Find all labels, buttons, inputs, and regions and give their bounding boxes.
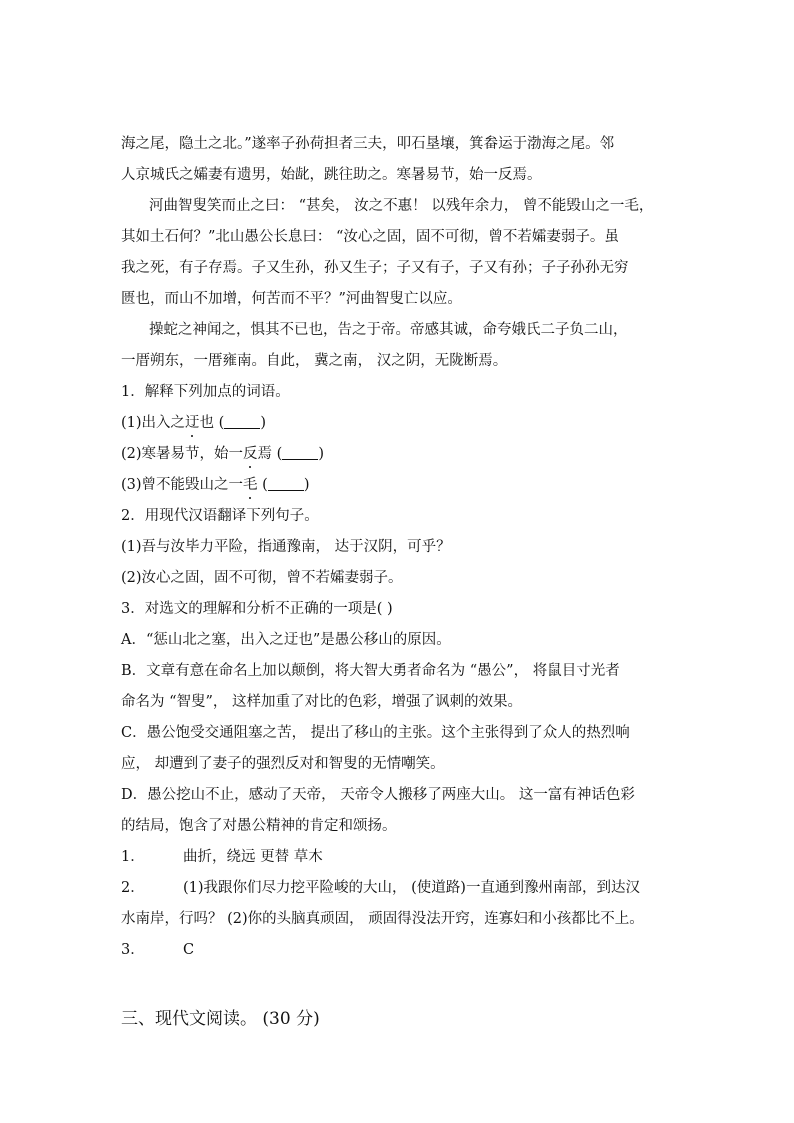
answer-3 xyxy=(121,940,194,960)
question-2-stem: 2．用现代汉语翻译下列句子。 xyxy=(121,508,319,524)
answer-number: 1． xyxy=(121,849,145,865)
answer-2-line-2: 水南岸，行吗？ (2)你的头脑真顽固， 顽固得没法开窍，连寡妇和小孩都比不上。 xyxy=(121,911,644,927)
option-d-line-1: D．愚公挖山不止，感动了天帝， 天帝令人搬移了两座大山。 这一富有神话色彩 xyxy=(121,787,635,803)
option-b-line-1: B．文章有意在命名上加以颠倒，将大智大勇者命名为 “愚公”， 将鼠目寸光者 xyxy=(121,663,620,679)
option-a: A．“惩山北之塞，出入之迂也”是愚公移山的原因。 xyxy=(121,632,451,648)
answer-blank[interactable] xyxy=(224,414,260,429)
question-1-item-2 xyxy=(121,444,324,464)
question-1-stem: 1．解释下列加点的词语。 xyxy=(121,384,290,400)
passage-line: 一厝朔东，一厝雍南。自此， 冀之南， 汉之阴，无陇断焉。 xyxy=(121,353,508,369)
item-text: (1)出入之 xyxy=(121,415,186,431)
answer-blank[interactable] xyxy=(282,445,318,460)
section-heading: 三、现代文阅读。 (30 分) xyxy=(121,1009,320,1029)
option-b-line-2: 命名为 “智叟”， 这样加重了对比的色彩，增强了讽刺的效果。 xyxy=(121,694,523,710)
passage-line: 匮也，而山不加增，何苦而不平？”河曲智叟亡以应。 xyxy=(121,291,462,307)
passage-line: 人京城氏之孀妻有遗男，始龀，跳往助之。寒暑易节，始一反焉。 xyxy=(121,167,542,183)
answer-blank[interactable] xyxy=(268,476,304,491)
answer-number: 3． xyxy=(121,942,145,958)
dotted-character: 毛 xyxy=(243,477,258,493)
passage-line: 其如土石何？”北山愚公长息曰： “汝心之固，固不可彻，曾不若孀妻弱子。虽 xyxy=(121,229,619,245)
passage-line: 海之尾，隐土之北。”遂率子孙荷担者三夫，叩石垦壤，箕畚运于渤海之尾。邻 xyxy=(121,136,615,152)
item-text: 也 ( xyxy=(199,415,225,431)
item-text: ( xyxy=(257,477,268,493)
item-text: ) xyxy=(303,477,310,493)
question-3-stem: 3．对选文的理解和分析不正确的一项是( ) xyxy=(121,601,393,617)
question-2-sentence-2: (2)汝心之固，固不可彻，曾不若孀妻弱子。 xyxy=(121,570,403,586)
answer-text: C xyxy=(183,942,195,958)
option-d-line-2: 的结局，饱含了对愚公精神的肯定和颂扬。 xyxy=(121,818,397,834)
item-text: ) xyxy=(260,415,266,431)
item-text: ) xyxy=(318,446,324,462)
option-c-line-2: 应， 却遭到了妻子的强烈反对和智叟的无情嘲笑。 xyxy=(121,756,445,772)
answer-2-line-1 xyxy=(121,878,640,898)
dotted-character: 迂 xyxy=(185,415,200,431)
answer-text: (1)我跟你们尽力挖平险峻的大山， (使道路)一直通到豫州南部，到达汉 xyxy=(183,880,640,896)
passage-line: 操蛇之神闻之，惧其不已也，告之于帝。帝感其诚，命夸娥氏二子负二山， xyxy=(149,322,628,338)
question-2-sentence-1: (1)吾与汝毕力平险，指通豫南， 达于汉阴，可乎？ xyxy=(121,539,451,555)
answer-number: 2． xyxy=(121,880,145,896)
item-text: (3)曾不能毁山之一 xyxy=(121,477,244,493)
question-1-item-1 xyxy=(121,413,266,433)
item-text: 焉 ( xyxy=(257,446,283,462)
item-text: (2)寒暑易节，始一 xyxy=(121,446,244,462)
dotted-character: 反 xyxy=(243,446,258,462)
passage-line: 我之死，有子存焉。子又生孙，孙又生子；子又有子，子又有孙；子子孙孙无穷 xyxy=(121,260,629,276)
answer-text: 曲折，绕远 更替 草木 xyxy=(183,849,323,865)
option-c-line-1: C．愚公饱受交通阻塞之苦， 提出了移山的主张。这个主张得到了众人的热烈响 xyxy=(121,725,630,741)
question-1-item-3 xyxy=(121,475,310,495)
passage-line: 河曲智叟笑而止之曰： “甚矣， 汝之不惠！ 以残年余力， 曾不能毁山之一毛， xyxy=(149,198,654,214)
answer-1 xyxy=(121,847,323,867)
